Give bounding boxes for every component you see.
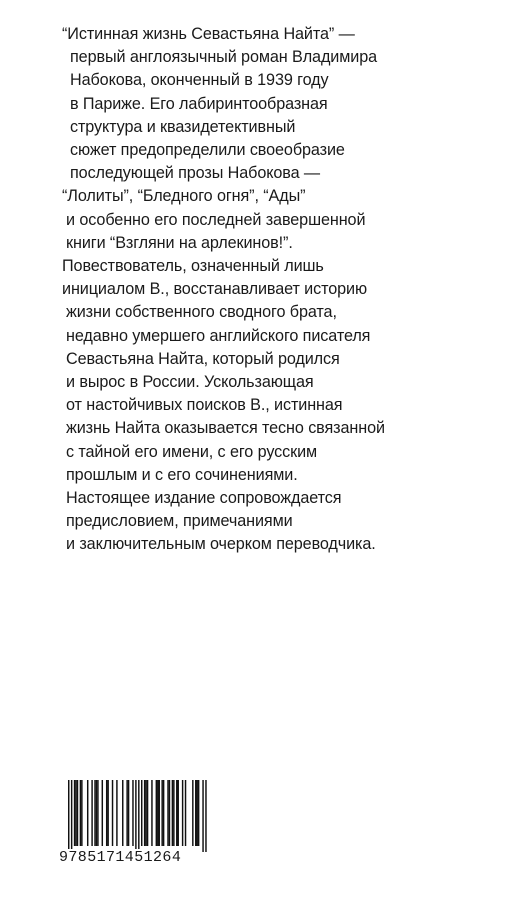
blurb-line: в Париже. Его лабиринтообразная: [70, 94, 328, 113]
blurb-line: с тайной его имени, с его русским: [66, 442, 318, 461]
barcode-bar: [97, 780, 98, 846]
blurb-line: Настоящее издание сопровождается: [66, 489, 342, 508]
barcode-bar: [128, 780, 129, 846]
barcode-bar: [116, 780, 117, 846]
blurb-line: “Истинная жизнь Севастьяна Найта” —: [62, 25, 355, 43]
barcode-bar: [106, 780, 107, 846]
blurb-line: “Лолиты”, “Бледного огня”, “Ады”: [62, 187, 306, 206]
back-cover-blurb: [62, 23, 502, 557]
barcode-bar: [173, 780, 174, 846]
barcode-bar: [159, 780, 160, 846]
barcode-bar: [147, 780, 148, 846]
barcode-bar: [87, 780, 88, 846]
barcode-bar: [135, 780, 136, 852]
barcode-bar: [192, 780, 193, 846]
barcode-bar: [94, 780, 95, 846]
barcode-bar: [75, 780, 76, 846]
barcode-bar: [176, 780, 177, 846]
blurb-line: прошлым и с его сочинениями.: [66, 465, 298, 484]
barcode-bar: [141, 780, 142, 846]
barcode-bar: [132, 780, 133, 846]
barcode-bar: [196, 780, 197, 846]
barcode-bar: [172, 780, 173, 846]
blurb-line: структура и квазидетективный: [70, 117, 296, 136]
blurb-line: первый англоязычный роман Владимира: [70, 48, 378, 67]
blurb-line: от настойчивых поисков В., истинная: [66, 396, 343, 415]
barcode-bar: [156, 780, 157, 846]
barcode-bar: [91, 780, 92, 846]
barcode-bar: [163, 780, 164, 846]
barcode-bar: [81, 780, 82, 846]
barcode-bar: [68, 780, 69, 852]
blurb-line: жизни собственного сводного брата,: [66, 303, 337, 322]
barcode-bar: [112, 780, 113, 846]
blurb-line: инициалом В., восстанавливает историю: [62, 280, 368, 299]
blurb-line: и вырос в России. Ускользающая: [66, 373, 314, 392]
barcode-bar: [71, 780, 72, 852]
barcode-bar: [74, 780, 75, 846]
barcode-bar: [144, 780, 145, 846]
blurb-line: и заключительным очерком переводчика.: [66, 535, 376, 554]
barcode-bar: [167, 780, 168, 846]
barcode-bar: [107, 780, 108, 846]
barcode-bar: [122, 780, 123, 846]
barcode-bar: [205, 780, 206, 852]
blurb-line: последующей прозы Набокова —: [70, 164, 320, 183]
blurb-line: Набокова, оконченный в 1939 году: [70, 71, 329, 90]
barcode-bar: [138, 780, 139, 852]
barcode-bar: [80, 780, 81, 846]
barcode-bar: [202, 780, 203, 852]
barcode-bar: [178, 780, 179, 846]
barcode-bar: [169, 780, 170, 846]
barcode-bar: [77, 780, 78, 846]
barcode-bar: [185, 780, 186, 846]
barcode-bar: [102, 780, 103, 846]
blurb-line: недавно умершего английского писателя: [66, 326, 371, 345]
barcode-bar: [161, 780, 162, 846]
blurb-line: Севастьяна Найта, который родился: [66, 349, 340, 368]
blurb-line: сюжет предопределили своеобразие: [70, 141, 345, 160]
barcode-bar: [182, 780, 183, 846]
barcode-bar: [96, 780, 97, 846]
isbn-number: 9785171451264: [59, 849, 182, 866]
blurb-line: и особенно его последней завершенной: [66, 210, 366, 229]
barcode-bar: [198, 780, 199, 846]
blurb-line: жизнь Найта оказывается тесно связанной: [66, 419, 385, 438]
barcode-bar: [151, 780, 152, 846]
blurb-line: предисловием, примечаниями: [66, 512, 293, 531]
barcode-bar: [195, 780, 196, 846]
barcode-bar: [145, 780, 146, 846]
blurb-line: книги “Взгляни на арлекинов!”.: [66, 233, 293, 252]
barcode-bar: [126, 780, 127, 846]
barcode-bar: [157, 780, 158, 846]
blurb-line: Повествователь, означенный лишь: [62, 257, 324, 276]
barcode-bars: [60, 780, 214, 852]
